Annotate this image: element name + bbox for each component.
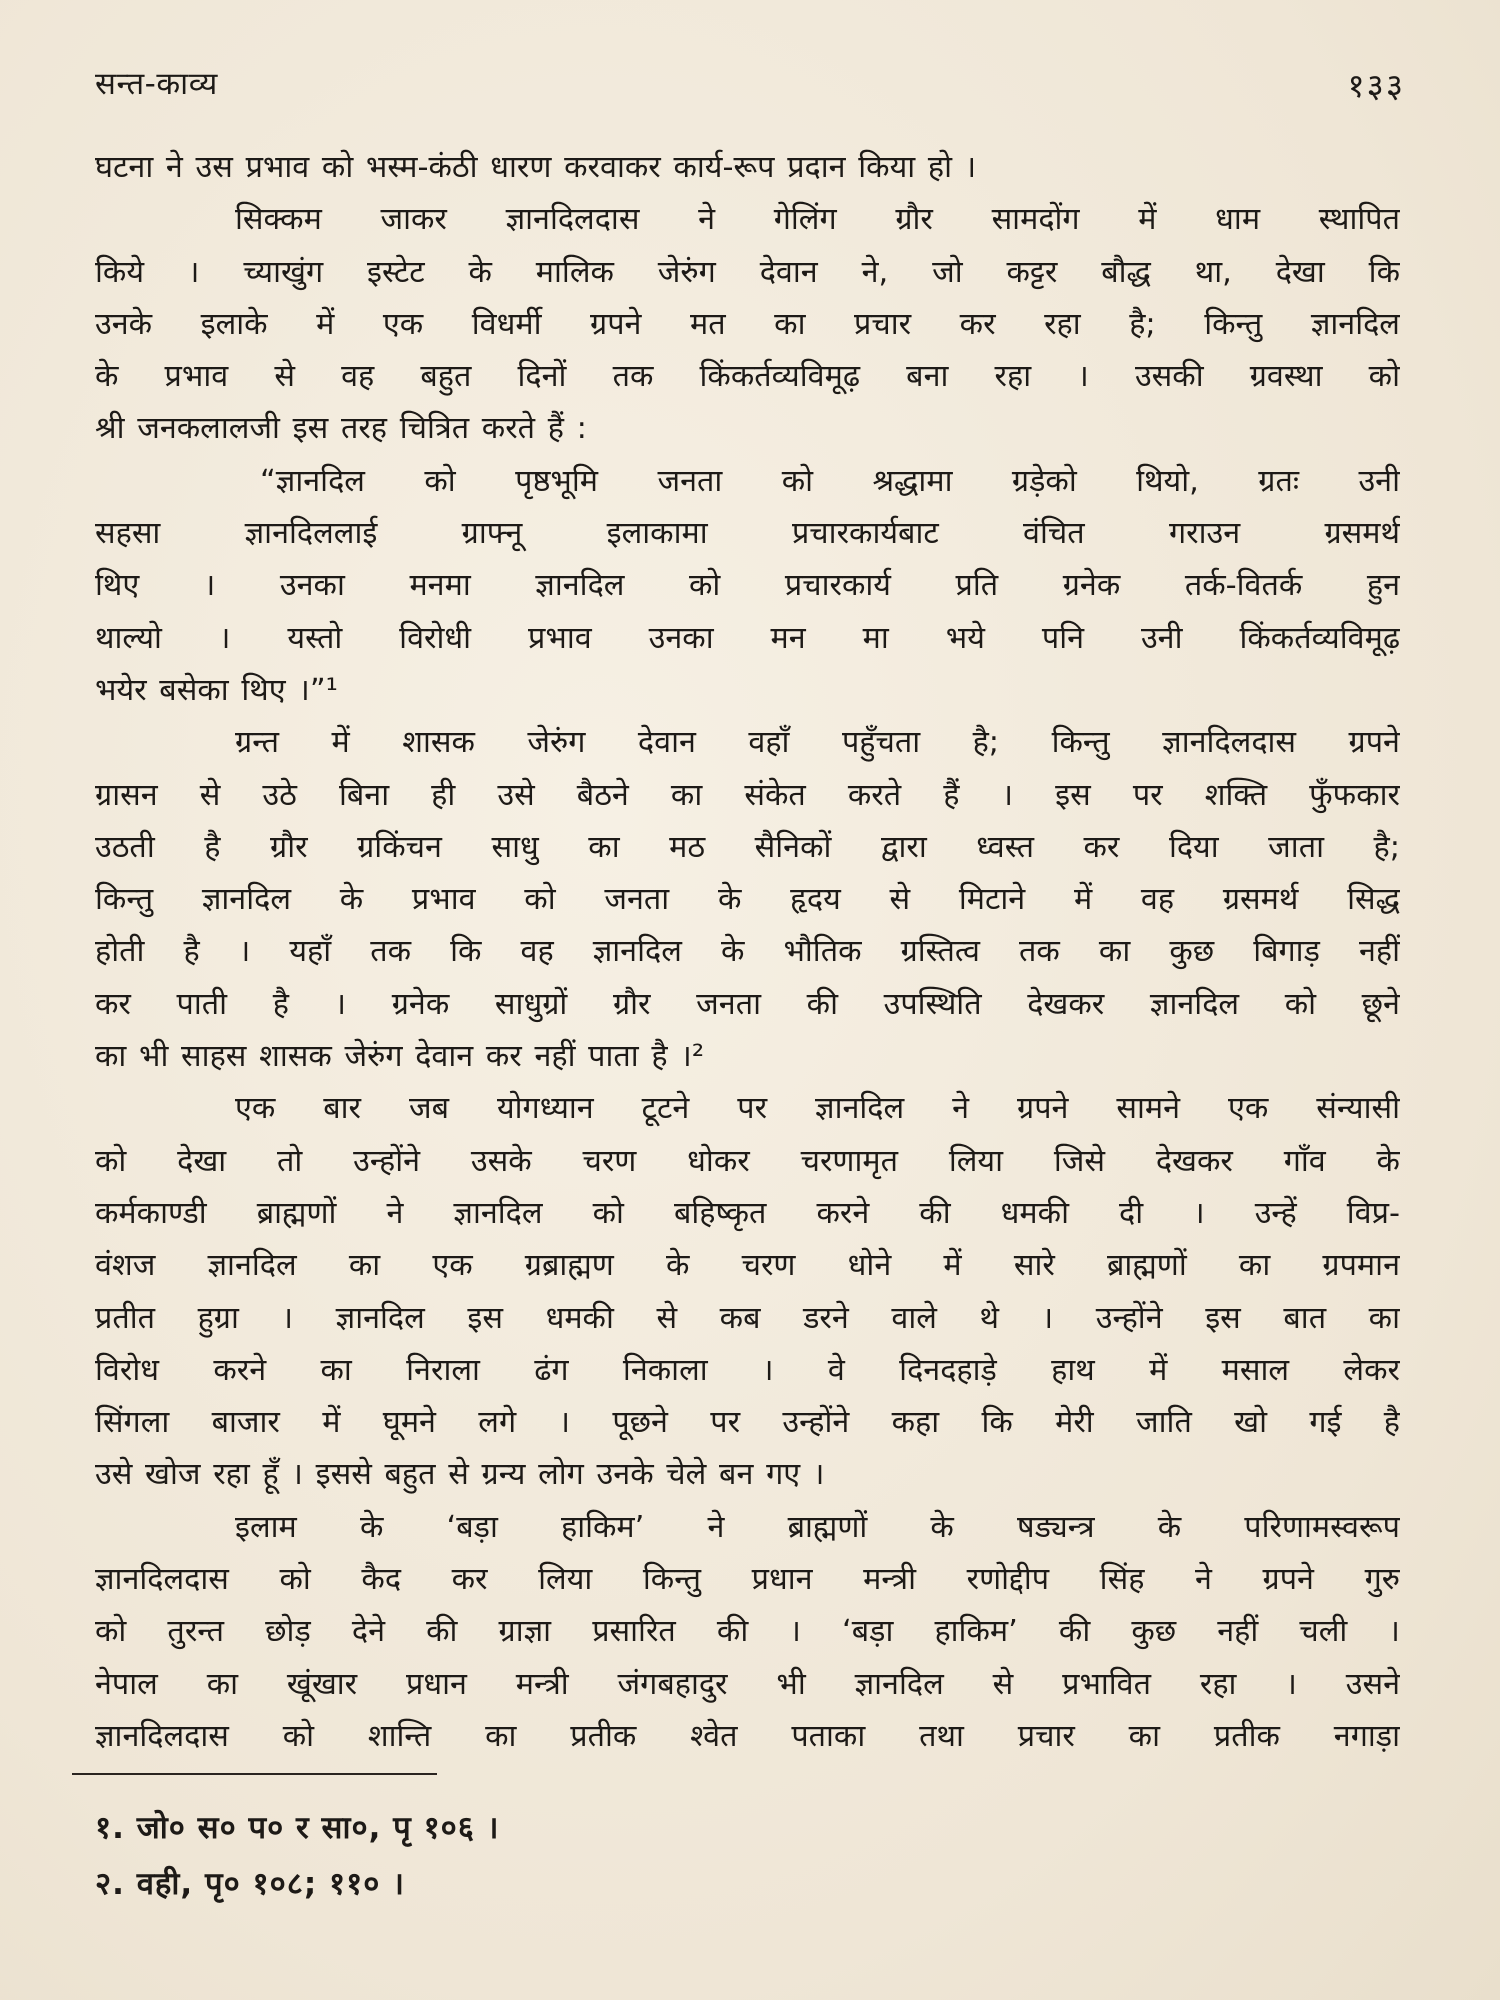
text-line: भयेर बसेका थिए ।”¹ bbox=[95, 672, 338, 708]
text-line: प्रतीत हुग्रा । ज्ञानदिल इस धमकी से कब डरने वाले थे । उन्होंने इस बात का bbox=[95, 1300, 1400, 1336]
text-line: को देखा तो उन्होंने उसके चरण धोकर चरणामृत लिया जिसे देखकर गाँव के bbox=[95, 1143, 1400, 1179]
text-line: ज्ञानदिलदास को कैद कर लिया किन्तु प्रधान मन्त्री रणोद्दीप सिंह ने ग्रपने गुरु bbox=[95, 1562, 1400, 1598]
text-line: सिक्कम जाकर ज्ञानदिलदास ने गेलिंग ग्रौर सामदोंग में धाम स्थापित bbox=[235, 202, 1400, 238]
text-line: उनके इलाके में एक विधर्मी ग्रपने मत का प्रचार कर रहा है; किन्तु ज्ञानदिल bbox=[95, 306, 1400, 342]
text-line: किये । च्याखुंग इस्टेट के मालिक जेरुंग देवान ने, जो कट्टर बौद्ध था, देखा कि bbox=[95, 254, 1400, 290]
footnote: १. जो० स० प० र सा०, पृ १०६ । bbox=[95, 1810, 500, 1846]
text-line: को तुरन्त छोड़ देने की ग्राज्ञा प्रसारित की । ‘बड़ा हाकिम’ की कुछ नहीं चली । bbox=[95, 1614, 1400, 1650]
text-line: का भी साहस शासक जेरुंग देवान कर नहीं पाता है ।² bbox=[95, 1039, 705, 1075]
footnote-divider bbox=[72, 1773, 437, 1775]
text-line: सिंगला बाजार में घूमने लगे । पूछने पर उन्होंने कहा कि मेरी जाति खो गई है bbox=[95, 1405, 1400, 1441]
text-line: थिए । उनका मनमा ज्ञानदिल को प्रचारकार्य प्रति ग्रनेक तर्क-वितर्क हुन bbox=[95, 568, 1400, 604]
body-text bbox=[95, 142, 1400, 1763]
text-line: ग्रासन से उठे बिना ही उसे बैठने का संकेत करते हैं । इस पर शक्ति फुँफकार bbox=[95, 777, 1400, 813]
text-line: विरोध करने का निराला ढंग निकाला । वे दिनदहाड़े हाथ में मसाल लेकर bbox=[95, 1352, 1400, 1388]
text-line: एक बार जब योगध्यान टूटने पर ज्ञानदिल ने ग्रपने सामने एक संन्यासी bbox=[235, 1091, 1400, 1127]
text-line: होती है । यहाँ तक कि वह ज्ञानदिल के भौतिक ग्रस्तित्व तक का कुछ बिगाड़ नहीं bbox=[95, 934, 1400, 970]
text-line: थाल्यो । यस्तो विरोधी प्रभाव उनका मन मा भये पनि उनी किंकर्तव्यविमूढ़ bbox=[95, 620, 1400, 656]
text-line: के प्रभाव से वह बहुत दिनों तक किंकर्तव्यविमूढ़ बना रहा । उसकी ग्रवस्था को bbox=[95, 359, 1400, 395]
text-line: श्री जनकलालजी इस तरह चित्रित करते हैं : bbox=[95, 411, 587, 447]
footnotes bbox=[95, 1800, 995, 1912]
text-line: ज्ञानदिलदास को शान्ति का प्रतीक श्वेत पताका तथा प्रचार का प्रतीक नगाड़ा bbox=[95, 1718, 1400, 1754]
text-line: उसे खोज रहा हूँ । इससे बहुत से ग्रन्य लोग उनके चेले बन गए । bbox=[95, 1457, 825, 1493]
text-line: “ज्ञानदिल को पृष्ठभूमि जनता को श्रद्धामा ग्रड़ेको थियो, ग्रतः उनी bbox=[260, 463, 1400, 499]
text-line: इलाम के ‘बड़ा हाकिम’ ने ब्राह्मणों के षड्यन्त्र के परिणामस्वरूप bbox=[235, 1509, 1400, 1545]
running-head: सन्त-काव्य bbox=[95, 66, 218, 102]
page-header bbox=[95, 62, 1405, 112]
text-line: घटना ने उस प्रभाव को भस्म-कंठी धारण करवाकर कार्य-रूप प्रदान किया हो । bbox=[95, 150, 977, 185]
text-line: नेपाल का खूंखार प्रधान मन्त्री जंगबहादुर भी ज्ञानदिल से प्रभावित रहा । उसने bbox=[95, 1666, 1400, 1702]
text-line: ग्रन्त में शासक जेरुंग देवान वहाँ पहुँचता है; किन्तु ज्ञानदिलदास ग्रपने bbox=[235, 725, 1400, 761]
text-line: कर पाती है । ग्रनेक साधुग्रों ग्रौर जनता की उपस्थिति देखकर ज्ञानदिल को छूने bbox=[95, 986, 1400, 1022]
page-number: १३३ bbox=[1347, 66, 1405, 105]
text-line: कर्मकाण्डी ब्राह्मणों ने ज्ञानदिल को बहिष्कृत करने की धमकी दी । उन्हें विप्र- bbox=[95, 1195, 1400, 1231]
text-line: सहसा ज्ञानदिललाई ग्राफ्नू इलाकामा प्रचारकार्यबाट वंचित गराउन ग्रसमर्थ bbox=[95, 516, 1400, 552]
text-line: उठती है ग्रौर ग्रकिंचन साधु का मठ सैनिकों द्वारा ध्वस्त कर दिया जाता है; bbox=[95, 829, 1400, 865]
footnote: २. वही, पृ० १०८; ११० । bbox=[95, 1866, 405, 1902]
text-line: किन्तु ज्ञानदिल के प्रभाव को जनता के हृदय से मिटाने में वह ग्रसमर्थ सिद्ध bbox=[95, 882, 1400, 918]
text-line: वंशज ज्ञानदिल का एक ग्रब्राह्मण के चरण धोने में सारे ब्राह्मणों का ग्रपमान bbox=[95, 1248, 1400, 1284]
